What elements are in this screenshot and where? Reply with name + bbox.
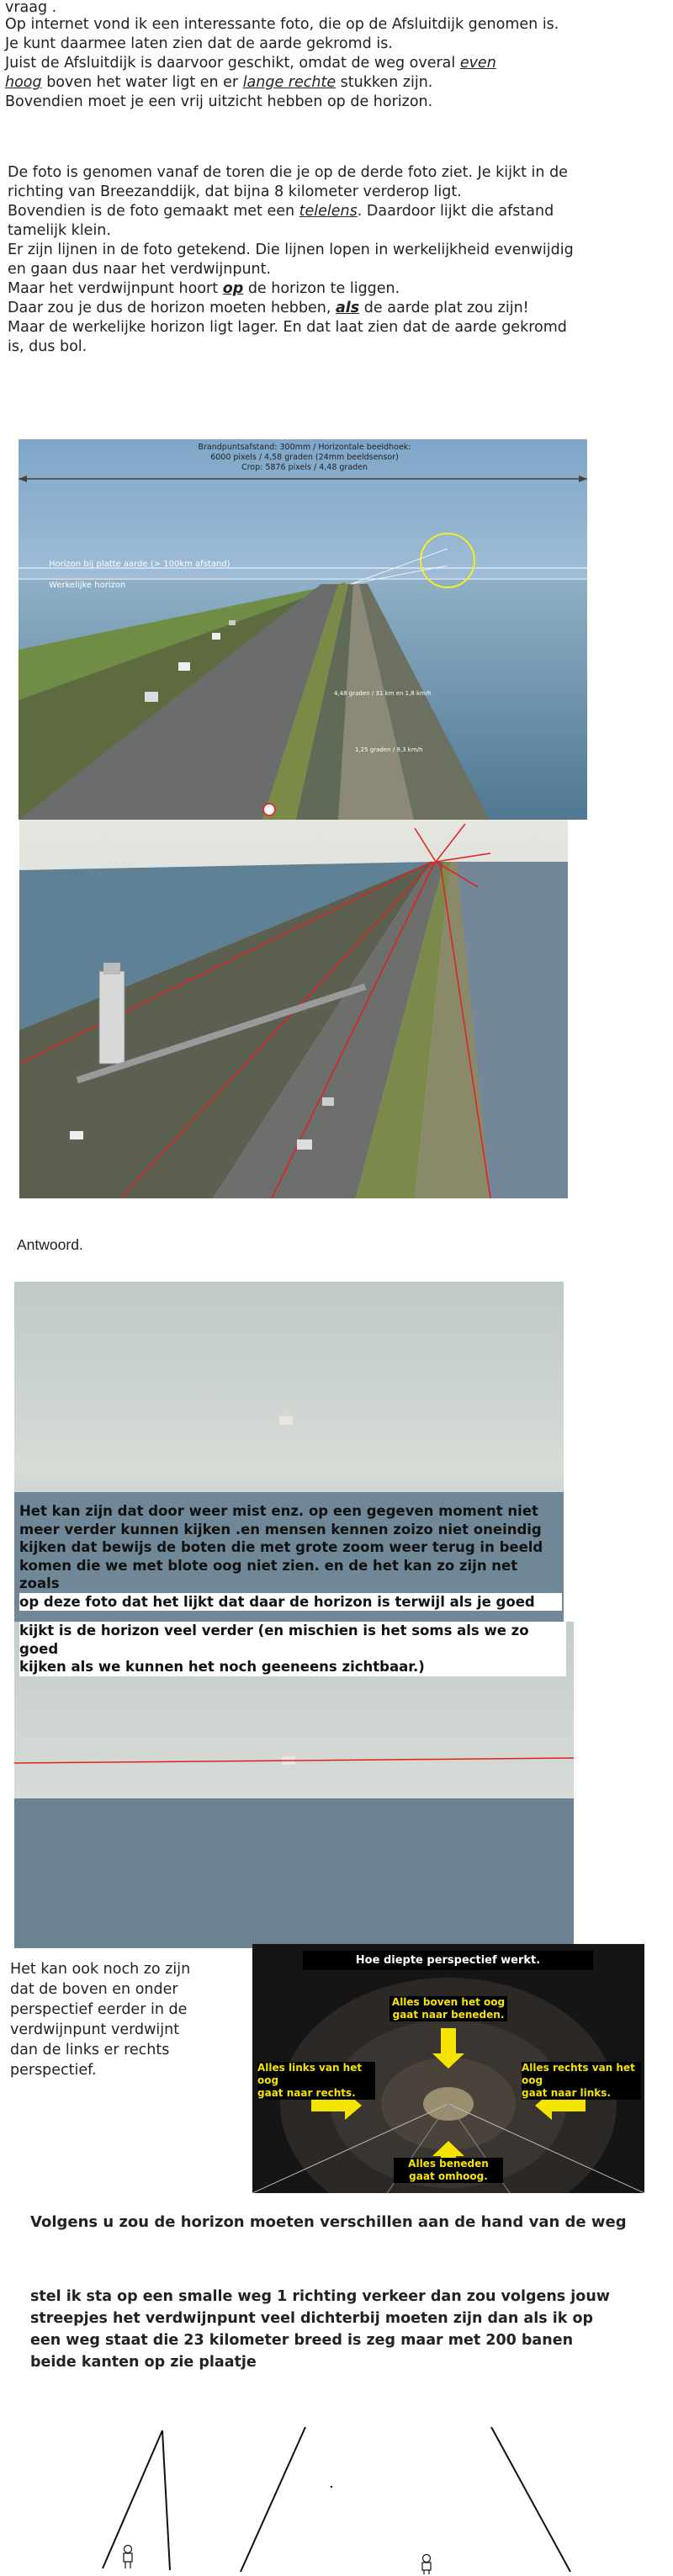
- text-line: Op internet vond ik een interessante foto, die op de Afsluitdijk genomen is.: [5, 16, 559, 33]
- text-line: Er zijn lijnen in de foto getekend. Die lijnen lopen in werkelijkheid evenwijdig: [8, 242, 574, 258]
- dike-tower-photo: [19, 820, 568, 1198]
- sea-horizon-photo-1: [14, 1282, 564, 1622]
- question-header: vraag .: [5, 0, 57, 16]
- label-real-horizon: Werkelijke horizon: [49, 581, 126, 590]
- closing-paragraph: [30, 2286, 610, 2373]
- text-line: hoog boven het water ligt en er lange rechte stukken zijn.: [5, 74, 433, 91]
- text-line: en gaan dus naar het verdwijnpunt.: [8, 261, 272, 278]
- text-line: Het kan ook noch zo zijn: [10, 1961, 191, 1978]
- photo-caption: Brandpuntsafstand: 300mm / Horizontale beeldhoek: 6000 pixels / 4,58 graden (24mm beeldsensor) Crop: 5876 pixels / 4,48 graden: [198, 443, 411, 472]
- text-line: stel ik sta op een smalle weg 1 richting verkeer dan zou volgens jouw: [30, 2288, 610, 2305]
- perspective-note: [10, 1959, 190, 2080]
- answer-overlay-text: [19, 1502, 562, 1611]
- text-line: Juist de Afsluitdijk is daarvoor geschikt, omdat de weg overal even: [5, 55, 496, 72]
- text-line: Bovendien is de foto gemaakt met een telelens. Daardoor lijkt die afstand: [8, 203, 554, 220]
- road-width-sketch: [84, 2424, 589, 2575]
- question-paragraph-1: [5, 15, 559, 112]
- label-distance-2: 1,25 graden / 9,3 km/h: [355, 746, 423, 753]
- label-left: Alles links van het oog gaat naar rechts.: [257, 2062, 375, 2100]
- text-line: dan de links er rechts: [10, 2042, 170, 2058]
- text-line: richting van Breezanddijk, dat bijna 8 kilometer verderop ligt.: [8, 183, 462, 200]
- text-line: Daar zou je dus de horizon moeten hebben, als de aarde plat zou zijn!: [8, 300, 529, 316]
- text-line: Maar het verdwijnpunt hoort op de horizon te liggen.: [8, 280, 400, 297]
- text-line: dat de boven en onder: [10, 1981, 178, 1998]
- text-line: Maar de werkelijke horizon ligt lager. En dat laat zien dat de aarde gekromd: [8, 319, 567, 336]
- road-remark: Volgens u zou de horizon moeten verschillen aan de hand van de weg: [30, 2213, 627, 2231]
- text-line: verdwijnpunt verdwijnt: [10, 2021, 180, 2038]
- annotated-dike-photo: [19, 439, 587, 820]
- text-line: komen die we met blote oog niet zien. en de het kan zo zijn net zoals: [19, 1557, 518, 1591]
- text-line: Het kan zijn dat door weer mist enz. op een gegeven moment niet: [19, 1503, 538, 1519]
- label-up: Alles boven het oog gaat naar beneden.: [389, 1996, 507, 2021]
- label-flat-horizon: Horizon bij platte aarde (> 100km afstand): [49, 560, 231, 569]
- label-down: Alles beneden gaat omhoog.: [394, 2158, 503, 2183]
- text-line: is, dus bol.: [8, 338, 87, 355]
- tunnel-perspective-image: [252, 1944, 644, 2193]
- text-line: kijken als we kunnen het noch geeneens zichtbaar.): [19, 1659, 425, 1675]
- label-right: Alles rechts van het oog gaat naar links.: [522, 2062, 641, 2100]
- text-line: perspectief eerder in de: [10, 2001, 188, 2018]
- text-line: een weg staat die 23 kilometer breed is zeg maar met 200 banen: [30, 2332, 574, 2349]
- text-line: kijken dat bewijs de boten die met grote zoom weer terug in beeld: [19, 1539, 543, 1555]
- text-line: tamelijk klein.: [8, 222, 111, 239]
- text-line: Je kunt daarmee laten zien dat de aarde gekromd is.: [5, 35, 393, 52]
- label-distance-1: 4,48 graden / 31 km en 1,8 km/h: [334, 690, 432, 697]
- question-paragraph-2: [8, 163, 574, 357]
- text-line: perspectief.: [10, 2062, 97, 2079]
- answer-header: Antwoord.: [17, 1236, 83, 1253]
- sea-horizon-photo-2: [14, 1622, 574, 1948]
- text-line: Bovendien moet je een vrij uitzicht hebben op de horizon.: [5, 93, 433, 110]
- text-line: De foto is genomen vanaf de toren die je op de derde foto ziet. Je kijkt in de: [8, 164, 568, 181]
- text-line: meer verder kunnen kijken .en mensen kennen zoizo niet oneindig: [19, 1521, 542, 1538]
- text-line: streepjes het verdwijnpunt veel dichterbij moeten zijn dan als ik op: [30, 2310, 593, 2327]
- answer-overlay-text-cont: [19, 1622, 566, 1676]
- text-line: beide kanten op zie plaatje: [30, 2354, 257, 2371]
- tunnel-title: Hoe diepte perspectief werkt.: [303, 1951, 593, 1970]
- text-line: kijkt is de horizon veel verder (en mischien is het soms als we zo goed: [19, 1623, 529, 1657]
- text-line: op deze foto dat het lijkt dat daar de horizon is terwijl als je goed: [19, 1593, 562, 1612]
